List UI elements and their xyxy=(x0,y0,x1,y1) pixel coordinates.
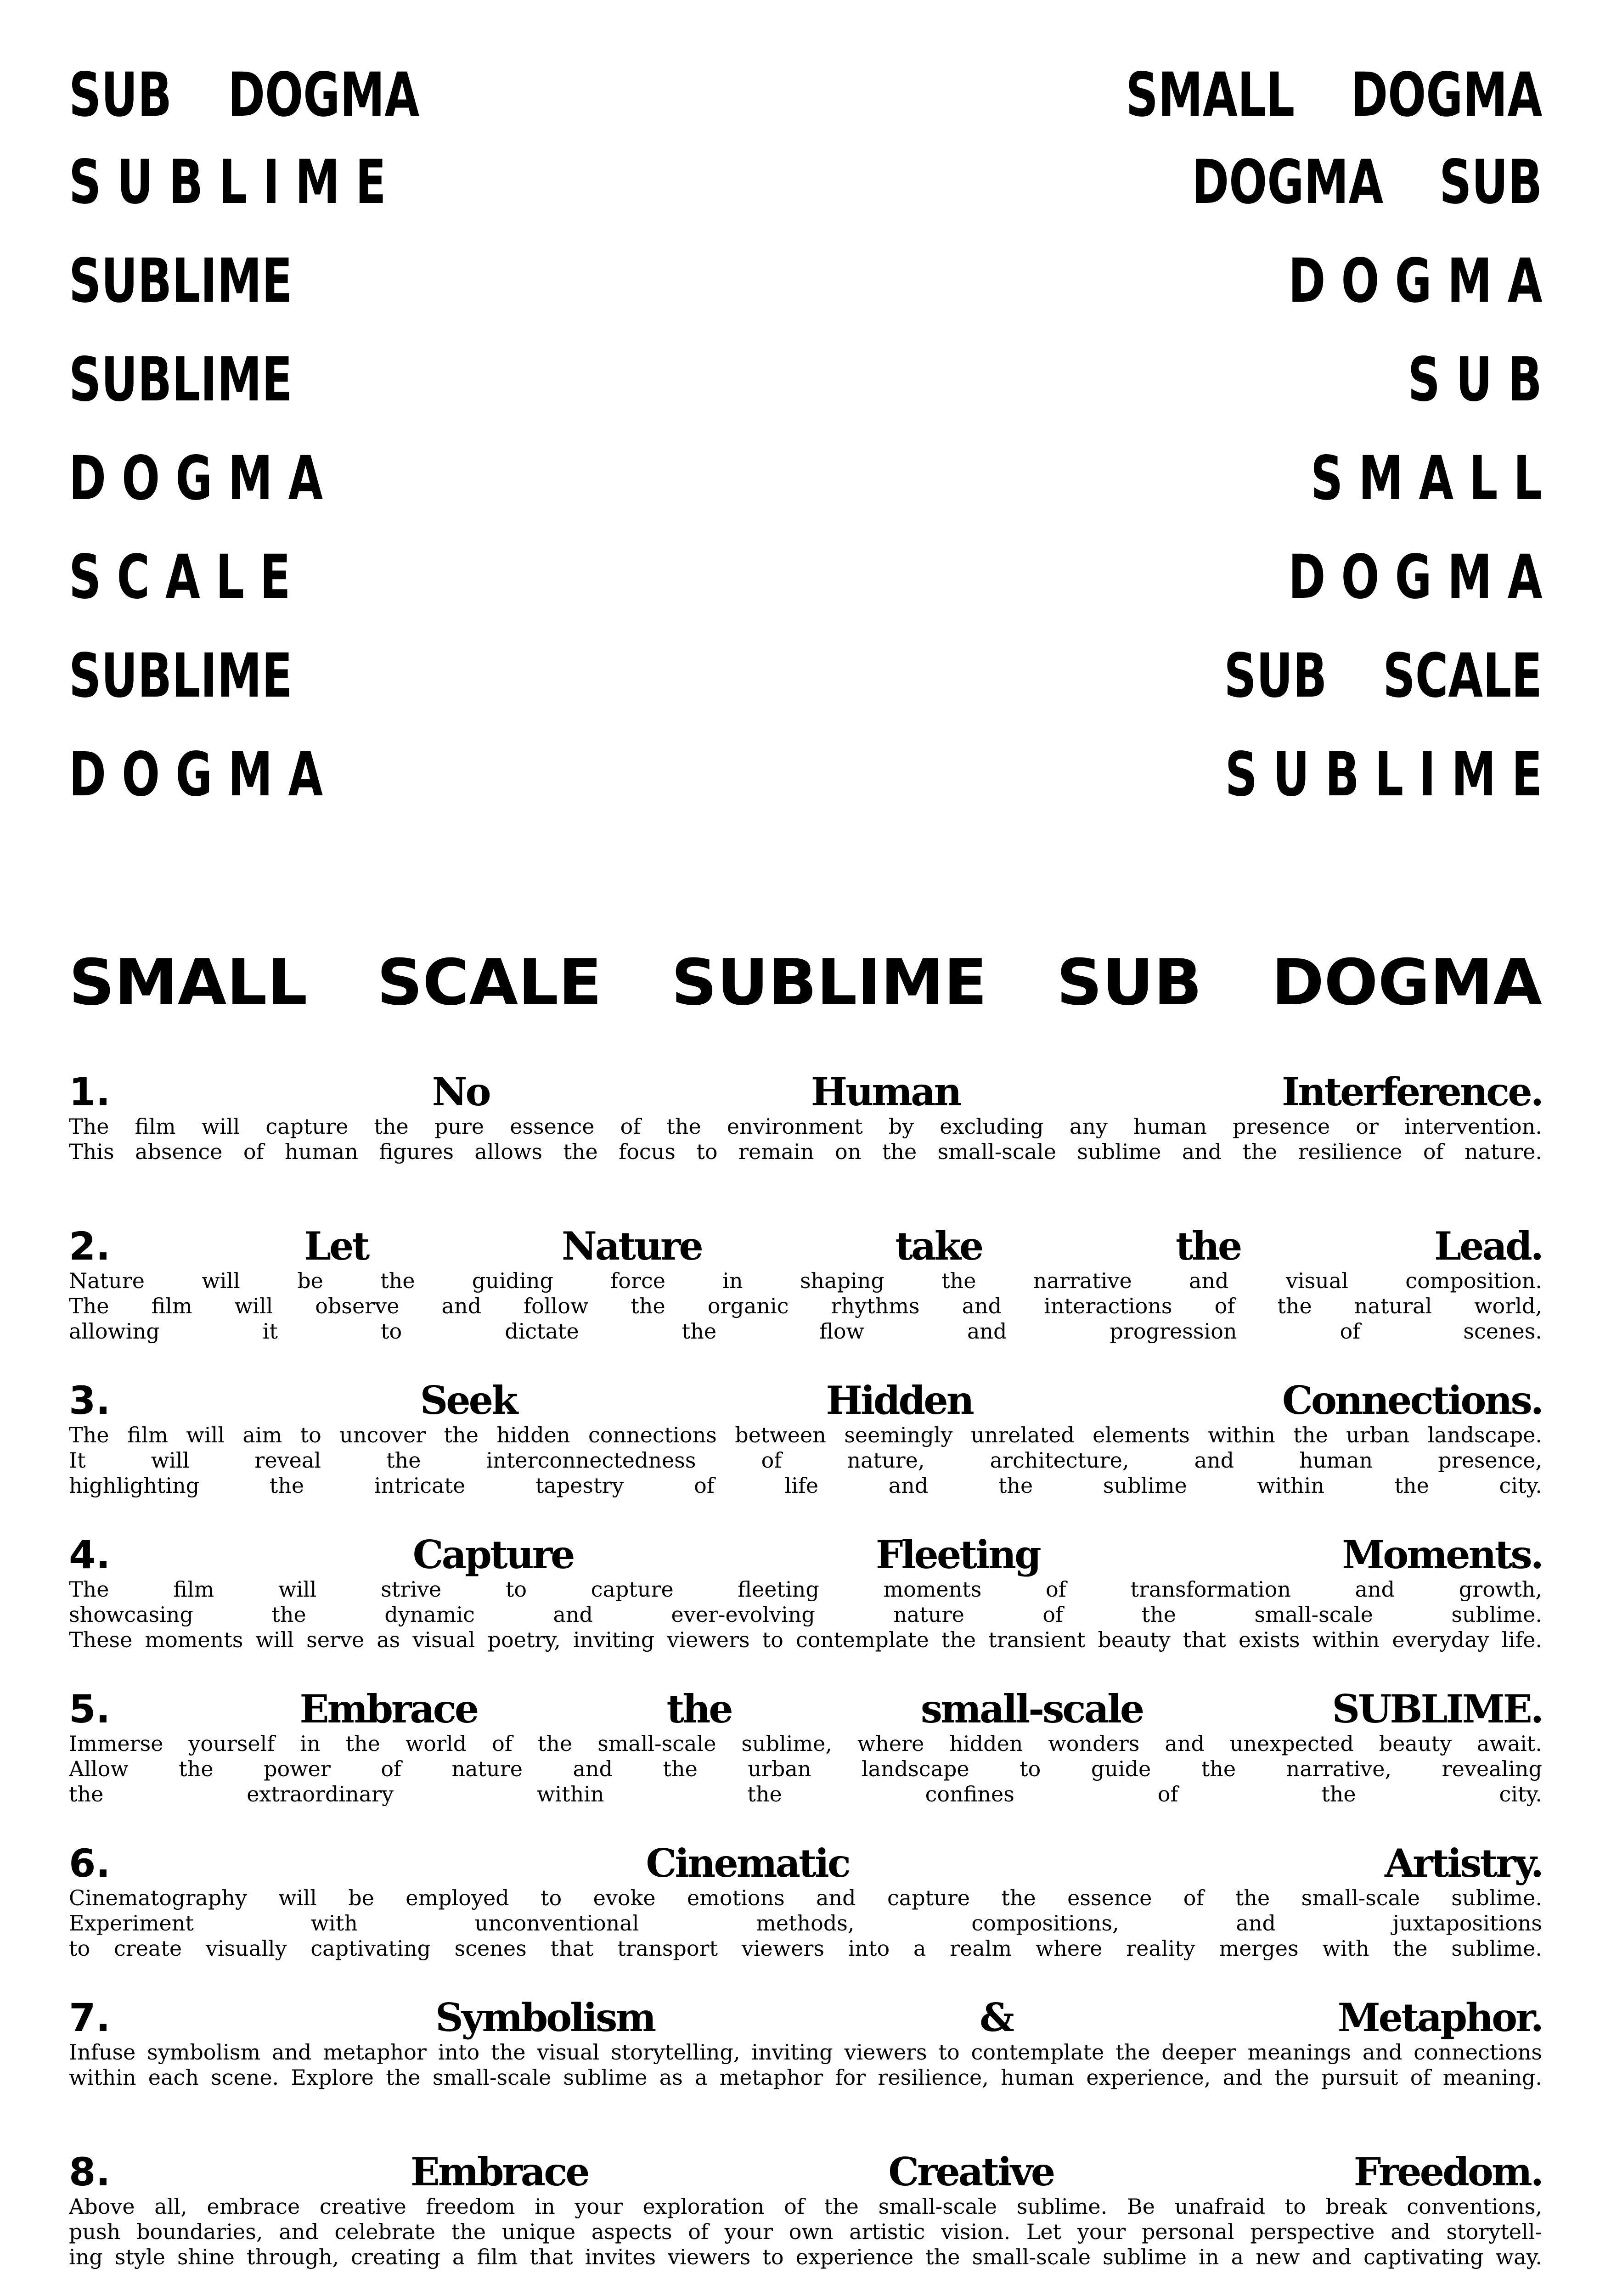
rule-title xyxy=(69,1841,1542,1885)
right-headline-6: D O G M A xyxy=(1288,542,1542,613)
rule-body-line: This absence of human figures allows the focus to remain on the small-scale sublime and the resilience of nature. xyxy=(69,1139,1542,1164)
rule-title-word: Connections. xyxy=(1282,1379,1542,1423)
rule-body-line: showcasing the dynamic and ever-evolving nature of the small-scale sublime. xyxy=(69,1602,1542,1627)
rule-title-word: the xyxy=(666,1687,732,1731)
rule-title-word: Cinematic xyxy=(646,1841,849,1885)
left-headline-column xyxy=(69,60,804,843)
rule-7 xyxy=(69,1996,1542,2150)
rule-body-line: Allow the power of nature and the urban landscape to guide the narrative, revealing xyxy=(69,1756,1542,1781)
rule-4 xyxy=(69,1533,1542,1687)
rule-title-word: Embrace xyxy=(299,1687,478,1731)
right-headline-2: DOGMA SUB xyxy=(1191,147,1542,218)
rule-body-line: It will reveal the interconnectedness of nature, architecture, and human presence, xyxy=(69,1448,1542,1473)
banner-word-sub: SUB xyxy=(1056,945,1202,1019)
rule-number: 7. xyxy=(69,1996,111,2040)
rule-title-word: Metaphor. xyxy=(1337,1996,1542,2040)
rule-body-line: Experiment with unconventional methods, compositions, and juxtapositions xyxy=(69,1911,1542,1936)
rule-number: 3. xyxy=(69,1379,111,1423)
right-headline-3: D O G M A xyxy=(1288,246,1542,316)
rule-body-line: ing style shine through, creating a film that invites viewers to experience the small-scale sublime in a new and captivating way. xyxy=(69,2245,1542,2269)
rule-body-line: The film will capture the pure essence of the environment by excluding any human presence or intervention. xyxy=(69,1114,1542,1139)
rule-title xyxy=(69,2150,1542,2194)
rule-body-line: Cinematography will be employed to evoke emotions and capture the essence of the small-scale sublime. xyxy=(69,1885,1542,1910)
banner-word-small: SMALL xyxy=(69,945,308,1019)
rule-title-word: SUBLIME. xyxy=(1332,1687,1542,1731)
rule-title-word: Human xyxy=(811,1070,960,1114)
right-headline-column xyxy=(807,60,1542,843)
rule-number: 6. xyxy=(69,1841,111,1885)
rule-body-line: These moments will serve as visual poetry, inviting viewers to contemplate the transient beauty that exists within everyday life. xyxy=(69,1627,1542,1652)
headline-columns xyxy=(69,60,1542,827)
rule-body-line: The film will aim to uncover the hidden connections between seemingly unrelated elements within the urban landscape. xyxy=(69,1423,1542,1447)
rule-title-word: Nature xyxy=(562,1224,702,1268)
rule-title-word: Let xyxy=(304,1224,368,1268)
left-headline-2: S U B L I M E xyxy=(69,147,386,218)
rule-number: 5. xyxy=(69,1687,111,1731)
rule-title-word: Seek xyxy=(420,1379,517,1423)
rule-title-word: Artistry. xyxy=(1385,1841,1542,1885)
rule-title-word: small-scale xyxy=(920,1687,1143,1731)
rule-title-word: Embrace xyxy=(410,2150,588,2194)
left-headline-6: S C A L E xyxy=(69,542,291,613)
rule-title xyxy=(69,1224,1542,1268)
rule-title-word: Creative xyxy=(888,2150,1054,2194)
right-headline-4: S U B xyxy=(1408,344,1542,415)
rule-title xyxy=(69,1533,1542,1577)
right-headline-7: SUB SCALE xyxy=(1224,641,1542,711)
rule-title-word: Freedom. xyxy=(1353,2150,1542,2194)
manifesto-poster xyxy=(69,0,1542,2278)
rule-body-line: Nature will be the guiding force in shaping the narrative and visual composition. xyxy=(69,1268,1542,1293)
rule-number: 1. xyxy=(69,1070,111,1114)
rule-body-line: Infuse symbolism and metaphor into the visual storytelling, inviting viewers to contemplate the deeper meanings and connections xyxy=(69,2040,1542,2065)
rule-title-word: Interference. xyxy=(1281,1070,1542,1114)
rule-body-line: Immerse yourself in the world of the small-scale sublime, where hidden wonders and unexpected beauty await. xyxy=(69,1731,1542,1756)
left-headline-4: SUBLIME xyxy=(69,344,293,415)
rule-number: 8. xyxy=(69,2150,111,2194)
rule-6 xyxy=(69,1841,1542,1996)
left-headline-8: D O G M A xyxy=(69,739,323,810)
rule-body-line: The film will observe and follow the organic rhythms and interactions of the natural world, xyxy=(69,1294,1542,1318)
left-headline-7: SUBLIME xyxy=(69,641,293,711)
rule-title-word: Hidden xyxy=(826,1379,973,1423)
left-headline-5: D O G M A xyxy=(69,443,323,514)
rule-body-line: allowing it to dictate the flow and progression of scenes. xyxy=(69,1319,1542,1344)
rule-title-word: Symbolism xyxy=(435,1996,655,2040)
banner-word-scale: SCALE xyxy=(377,945,602,1019)
rule-2 xyxy=(69,1224,1542,1379)
rule-number: 2. xyxy=(69,1224,111,1268)
rule-body-line: the extraordinary within the confines of the city. xyxy=(69,1782,1542,1806)
rule-number: 4. xyxy=(69,1533,111,1577)
rule-title xyxy=(69,1379,1542,1423)
right-headline-1: SMALL DOGMA xyxy=(1126,60,1542,130)
rule-body-line: Above all, embrace creative freedom in your exploration of the small-scale sublime. Be unafraid to break conventions, xyxy=(69,2194,1542,2219)
left-headline-3: SUBLIME xyxy=(69,246,293,316)
rule-body-line: push boundaries, and celebrate the unique aspects of your own artistic vision. Let your personal perspective and storytell- xyxy=(69,2219,1542,2244)
rule-title-word: Capture xyxy=(412,1533,574,1577)
rule-5 xyxy=(69,1687,1542,1841)
title-banner xyxy=(69,946,1542,1019)
rule-title xyxy=(69,1070,1542,1114)
left-headline-1: SUB DOGMA xyxy=(69,60,420,130)
rule-body-line: highlighting the intricate tapestry of life and the sublime within the city. xyxy=(69,1473,1542,1498)
rule-title-word: No xyxy=(432,1070,490,1114)
rule-title xyxy=(69,1687,1542,1731)
rule-3 xyxy=(69,1379,1542,1533)
rule-title-word: Lead. xyxy=(1434,1224,1542,1268)
rule-body-line: The film will strive to capture fleeting moments of transformation and growth, xyxy=(69,1577,1542,1602)
rule-body-line: to create visually captivating scenes that transport viewers into a realm where reality merges with the sublime. xyxy=(69,1936,1542,1961)
manifesto-rules xyxy=(69,1070,1542,2296)
banner-word-sublime: SUBLIME xyxy=(671,945,987,1019)
banner-word-dogma: DOGMA xyxy=(1271,945,1542,1019)
rule-title-word: Moments. xyxy=(1342,1533,1542,1577)
rule-title-word: the xyxy=(1176,1224,1241,1268)
rule-1 xyxy=(69,1070,1542,1224)
rule-title xyxy=(69,1996,1542,2040)
rule-title-word: & xyxy=(980,1996,1013,2040)
rule-title-word: Fleeting xyxy=(875,1533,1040,1577)
rule-title-word: take xyxy=(895,1224,982,1268)
rule-body-line: within each scene. Explore the small-scale sublime as a metaphor for resilience, human experience, and the pursuit of meaning. xyxy=(69,2065,1542,2090)
rule-8 xyxy=(69,2150,1542,2296)
right-headline-8: S U B L I M E xyxy=(1225,739,1542,810)
right-headline-5: S M A L L xyxy=(1311,443,1542,514)
